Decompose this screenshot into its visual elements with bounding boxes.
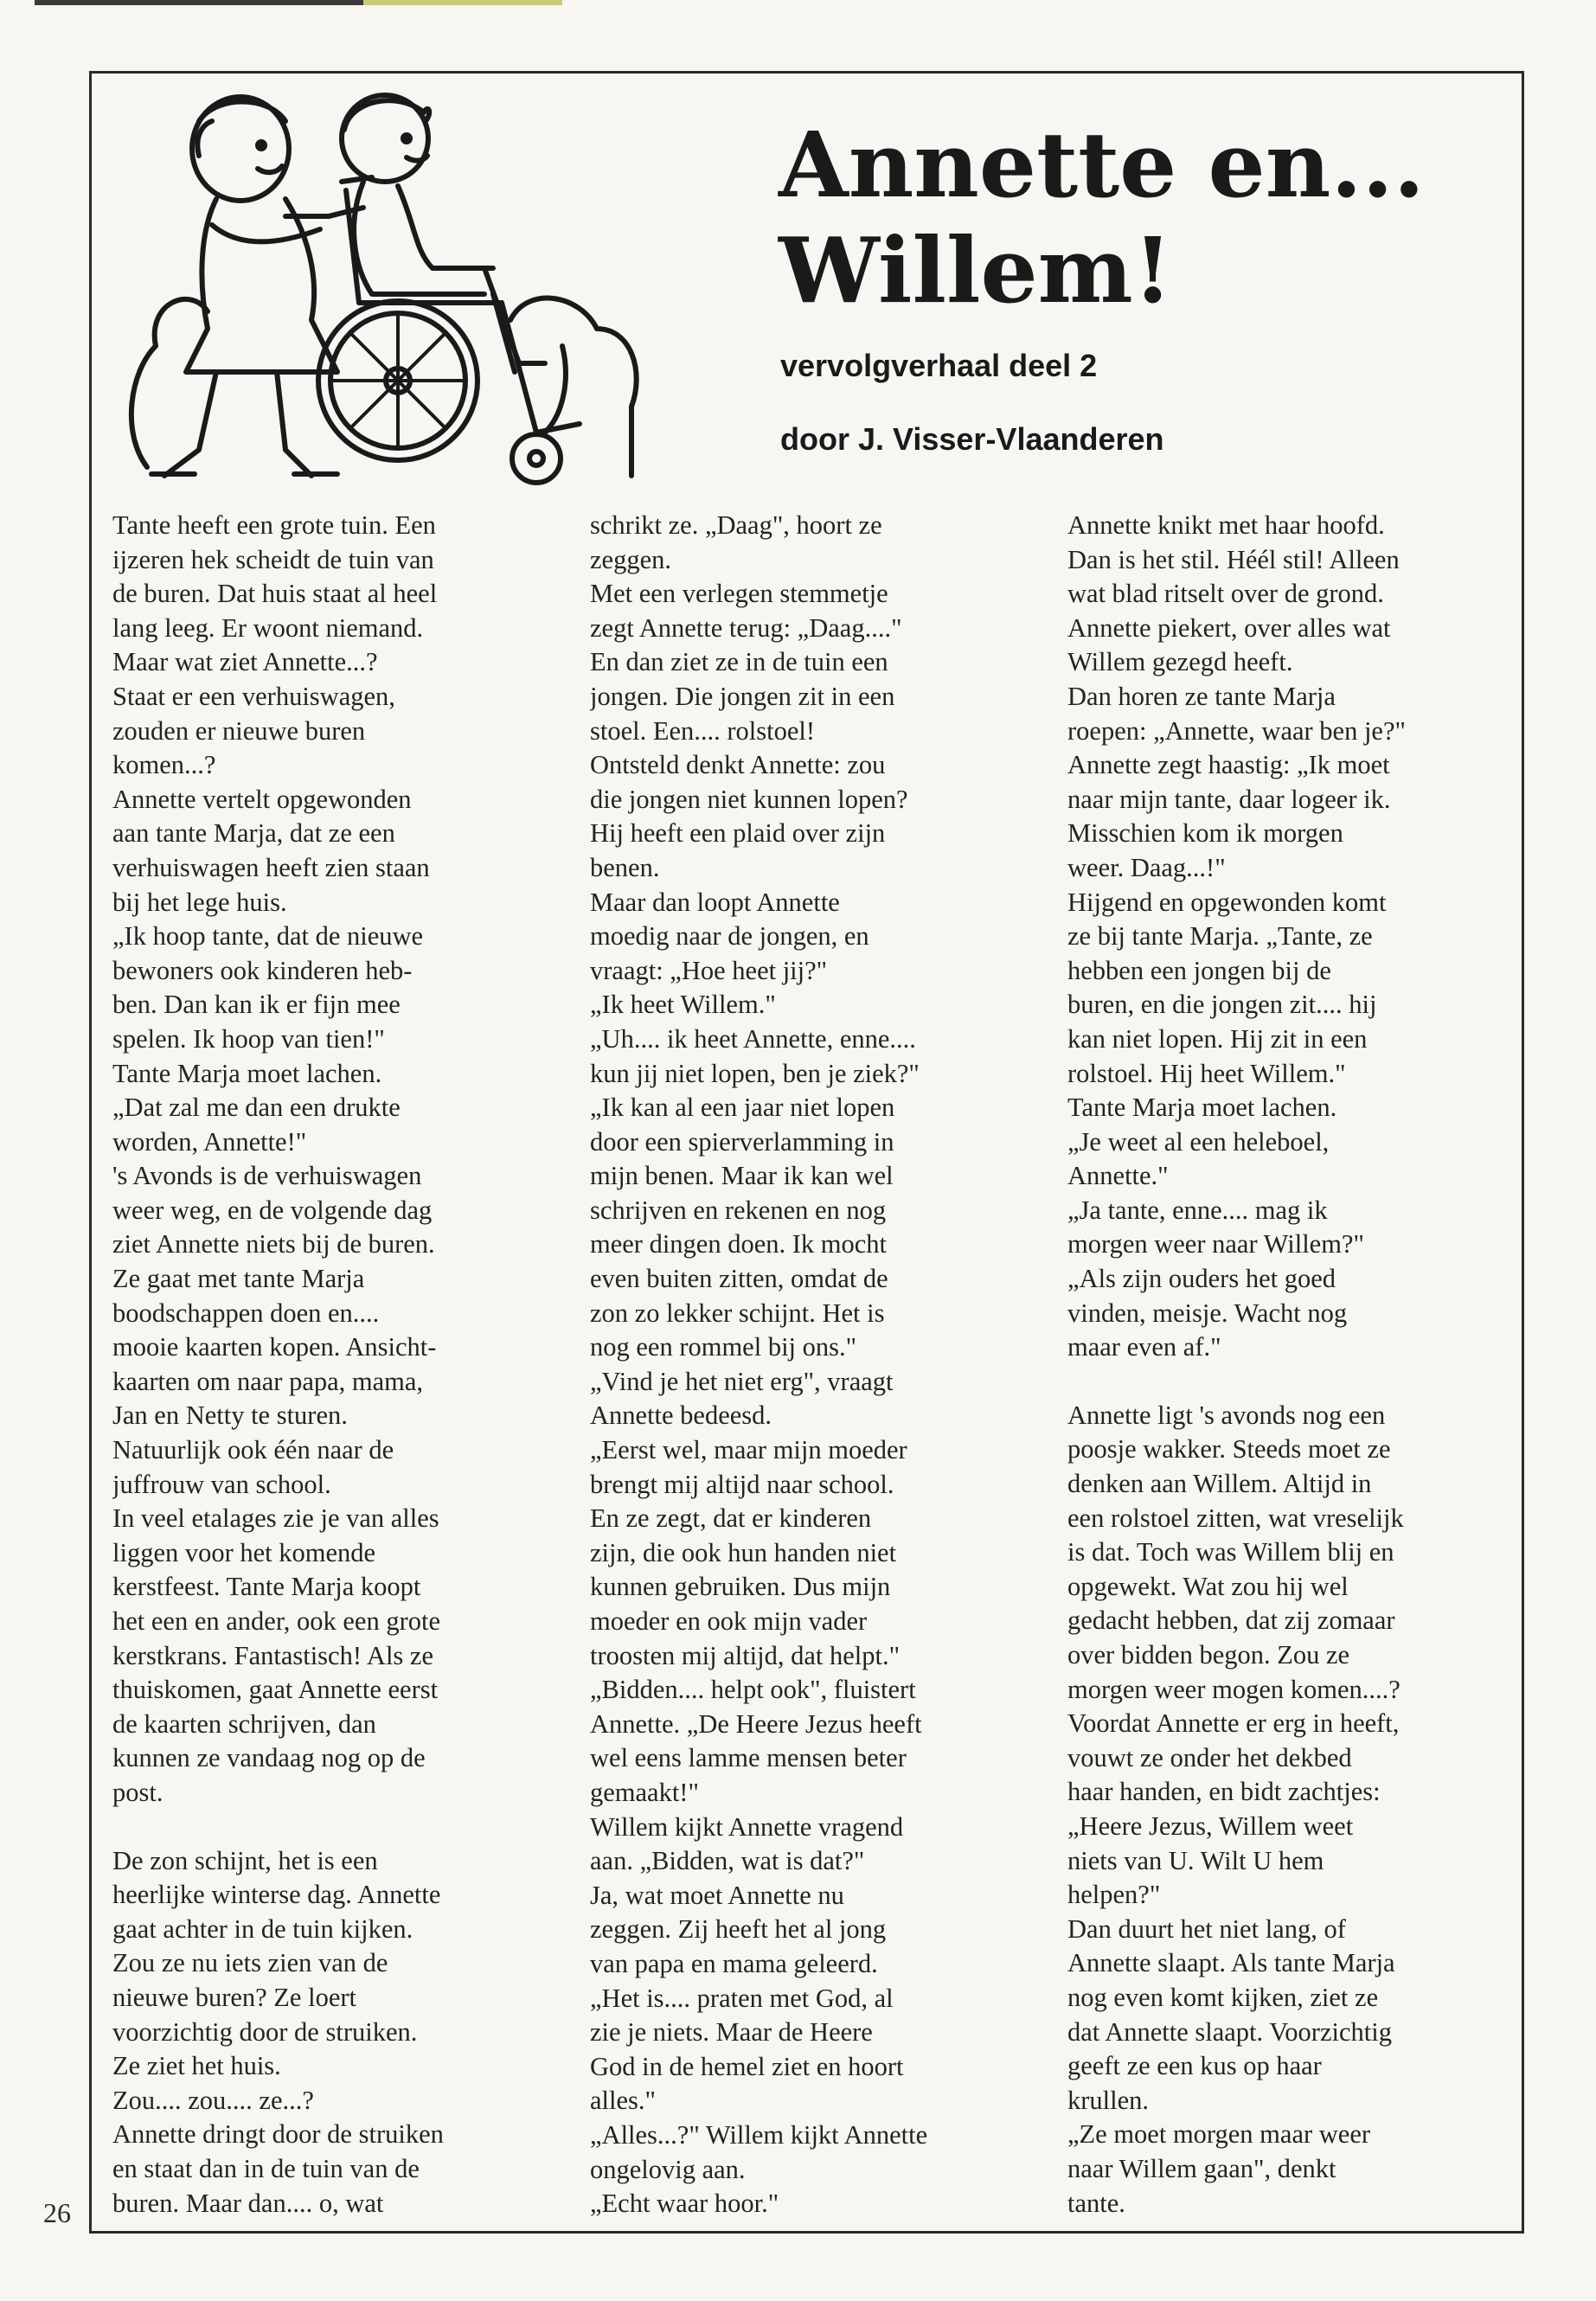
title-line-2: Willem!: [779, 217, 1173, 324]
text-line: het een en ander, ook een grote: [112, 1606, 441, 1636]
text-line: Annette zegt haastig: „Ik moet: [1067, 750, 1390, 780]
text-line: nog even komt kijken, ziet ze: [1067, 1982, 1379, 2012]
text-line: komen...?: [112, 750, 216, 780]
text-line: Natuurlijk ook één naar de: [112, 1435, 394, 1465]
text-line: geeft ze een kus op haar: [1067, 2051, 1322, 2081]
wheelchair-illustration: [112, 87, 657, 502]
text-line: Annette vertelt opgewonden: [112, 784, 412, 814]
text-line: Annette slaapt. Als tante Marja: [1067, 1948, 1395, 1978]
text-line: worden, Annette!": [112, 1126, 307, 1157]
text-line: aan. „Bidden, wat is dat?": [590, 1846, 865, 1876]
text-line: naar Willem gaan", denkt: [1067, 2153, 1336, 2183]
text-line: Hijgend en opgewonden komt: [1067, 887, 1387, 917]
text-line: kan niet lopen. Hij zit in een: [1067, 1023, 1368, 1054]
text-line: vraagt: „Hoe heet jij?": [590, 955, 828, 985]
text-line: aan tante Marja, dat ze een: [112, 818, 395, 849]
text-line: voorzichtig door de struiken.: [112, 2016, 418, 2047]
text-line: van papa en mama geleerd.: [590, 1948, 878, 1978]
text-line: moedig naar de jongen, en: [590, 921, 869, 952]
text-line: post.: [112, 1777, 163, 1807]
text-line: roepen: „Annette, waar ben je?": [1067, 715, 1406, 746]
text-line: jongen. Die jongen zit in een: [590, 681, 895, 711]
text-line: Annette ligt 's avonds nog een: [1067, 1400, 1386, 1430]
text-line: rolstoel. Hij heet Willem.": [1067, 1058, 1346, 1088]
text-column-1: [112, 509, 571, 2230]
text-line: verhuiswagen heeft zien staan: [112, 852, 430, 882]
text-line: Annette. „De Heere Jezus heeft: [590, 1708, 922, 1739]
text-line: brengt mij altijd naar school.: [590, 1469, 894, 1499]
text-line: God in de hemel ziet en hoort: [590, 2051, 904, 2081]
text-line: haar handen, en bidt zachtjes:: [1067, 1777, 1381, 1807]
text-line: „Dat zal me dan een drukte: [112, 1093, 401, 1123]
text-line: gaat achter in de tuin kijken.: [112, 1913, 413, 1944]
text-line: Zou.... zou.... ze...?: [112, 2085, 314, 2115]
text-line: „Alles...?" Willem kijkt Annette: [590, 2119, 928, 2150]
text-line: mijn benen. Maar ik kan wel: [590, 1161, 894, 1191]
text-line: alles.": [590, 2086, 656, 2116]
text-line: Voordat Annette er erg in heeft,: [1067, 1708, 1400, 1739]
text-line: morgen weer mogen komen....?: [1067, 1674, 1401, 1704]
text-line: „Ik hoop tante, dat de nieuwe: [112, 921, 424, 952]
text-column-2: [590, 509, 1048, 2230]
text-line: kunnen ze vandaag nog op de: [112, 1743, 426, 1773]
text-line: kerstkrans. Fantastisch! Als ze: [112, 1640, 434, 1670]
text-line: „Je weet al een heleboel,: [1067, 1126, 1330, 1157]
text-line: poosje wakker. Steeds moet ze: [1067, 1434, 1391, 1465]
text-line: morgen weer naar Willem?": [1067, 1229, 1364, 1259]
text-line: En dan ziet ze in de tuin een: [590, 647, 888, 677]
text-line: En ze zegt, dat er kinderen: [590, 1503, 872, 1534]
text-line: kerstfeest. Tante Marja koopt: [112, 1572, 421, 1602]
text-line: Ja, wat moet Annette nu: [590, 1880, 844, 1910]
text-line: kunnen gebruiken. Dus mijn: [590, 1572, 891, 1602]
text-line: Ontsteld denkt Annette: zou: [590, 750, 886, 780]
text-line: „Ze moet morgen maar weer: [1067, 2119, 1371, 2150]
text-line: opgewekt. Wat zou hij wel: [1067, 1571, 1349, 1601]
text-line: een rolstoel zitten, wat vreselijk: [1067, 1503, 1404, 1533]
text-line: meer dingen doen. Ik mocht: [590, 1229, 888, 1259]
text-line: denken aan Willem. Altijd in: [1067, 1469, 1372, 1499]
article-byline: door J. Visser-Vlaanderen: [780, 421, 1164, 457]
text-line: Ze ziet het huis.: [112, 2051, 281, 2081]
text-line: weer. Daag...!": [1067, 852, 1226, 882]
text-line: ongelovig aan.: [590, 2154, 746, 2184]
text-line: Dan horen ze tante Marja: [1067, 681, 1336, 711]
text-line: Annette piekert, over alles wat: [1067, 612, 1391, 643]
text-line: Maar wat ziet Annette...?: [112, 647, 378, 677]
text-line: Annette dringt door de struiken: [112, 2119, 444, 2150]
text-line: boodschappen doen en....: [112, 1298, 380, 1328]
text-line: ijzeren hek scheidt de tuin van: [112, 544, 434, 574]
text-line: buren, en die jongen zit.... hij: [1067, 990, 1377, 1020]
text-line: thuiskomen, gaat Annette eerst: [112, 1675, 439, 1705]
text-line: Tante heeft een grote tuin. Een: [112, 510, 436, 540]
text-line: benen.: [590, 852, 660, 882]
text-line: Hij heeft een plaid over zijn: [590, 818, 886, 849]
text-line: is dat. Toch was Willem blij en: [1067, 1537, 1394, 1567]
text-line: dat Annette slaapt. Voorzichtig: [1067, 2016, 1392, 2047]
text-line: zegt Annette terug: „Daag....": [590, 612, 902, 643]
text-line: Annette.": [1067, 1161, 1169, 1191]
text-line: De zon schijnt, het is een: [112, 1845, 378, 1875]
text-line: juffrouw van school.: [112, 1469, 331, 1499]
text-line: door een spierverlamming in: [590, 1126, 894, 1157]
text-line: gemaakt!": [590, 1777, 699, 1807]
text-line: schrikt ze. „Daag", hoort ze: [590, 510, 882, 540]
text-line: „Het is.... praten met God, al: [590, 1983, 894, 2013]
text-line: „Ja tante, enne.... mag ik: [1067, 1195, 1328, 1225]
text-line: maar even af.": [1067, 1332, 1221, 1362]
text-line: wat blad ritselt over de grond.: [1067, 579, 1384, 609]
text-line: tante.: [1067, 2188, 1125, 2218]
text-line: troosten mij altijd, dat helpt.": [590, 1640, 901, 1670]
text-line: naar mijn tante, daar logeer ik.: [1067, 784, 1391, 814]
text-line: krullen.: [1067, 2085, 1150, 2115]
text-line: weer weg, en de volgende dag: [112, 1195, 433, 1225]
text-line: wel eens lamme mensen beter: [590, 1743, 907, 1773]
text-line: „Ik kan al een jaar niet lopen: [590, 1093, 895, 1123]
text-line: bij het lege huis.: [112, 887, 287, 917]
text-line: Willem kijkt Annette vragend: [590, 1811, 904, 1842]
text-line: Misschien kom ik morgen: [1067, 818, 1343, 849]
text-line: de kaarten schrijven, dan: [112, 1708, 376, 1739]
text-line: mooie kaarten kopen. Ansicht-: [112, 1332, 437, 1362]
text-line: Annette bedeesd.: [590, 1400, 772, 1431]
text-line: ben. Dan kan ik er fijn mee: [112, 990, 401, 1020]
text-line: heerlijke winterse dag. Annette: [112, 1880, 441, 1910]
article-title: [779, 112, 1488, 324]
text-line: Ze gaat met tante Marja: [112, 1264, 365, 1294]
text-line: „Als zijn ouders het goed: [1067, 1264, 1336, 1294]
text-line: niets van U. Wilt U hem: [1067, 1845, 1324, 1875]
top-rule-accent: [363, 0, 562, 5]
text-line: „Eerst wel, maar mijn moeder: [590, 1435, 907, 1465]
text-line: Zou ze nu iets zien van de: [112, 1948, 388, 1978]
text-line: „Bidden.... helpt ook", fluistert: [590, 1675, 916, 1705]
article-subtitle: vervolgverhaal deel 2: [780, 348, 1098, 383]
text-line: Annette knikt met haar hoofd.: [1067, 510, 1385, 540]
text-line: ze bij tante Marja. „Tante, ze: [1067, 921, 1373, 952]
text-line: nog een rommel bij ons.": [590, 1332, 857, 1362]
text-line: Dan duurt het niet lang, of: [1067, 1913, 1346, 1944]
text-line: nieuwe buren? Ze loert: [112, 1982, 356, 2012]
text-line: die jongen niet kunnen lopen?: [590, 784, 908, 814]
text-line: zon zo lekker schijnt. Het is: [590, 1298, 885, 1328]
text-line: In veel etalages zie je van alles: [112, 1503, 439, 1534]
text-line: kun jij niet lopen, ben je ziek?": [590, 1058, 920, 1088]
text-line: 's Avonds is de verhuiswagen: [112, 1161, 422, 1191]
text-line: „Vind je het niet erg", vraagt: [590, 1366, 894, 1396]
text-line: Staat er een verhuiswagen,: [112, 681, 395, 711]
text-line: Tante Marja moet lachen.: [112, 1058, 382, 1088]
text-line: Willem gezegd heeft.: [1067, 647, 1293, 677]
text-line: zouden er nieuwe buren: [112, 715, 366, 746]
text-line: Met een verlegen stemmetje: [590, 579, 888, 609]
text-line: zijn, die ook hun handen niet: [590, 1537, 897, 1567]
text-line: moeder en ook mijn vader: [590, 1606, 868, 1636]
text-line: „Ik heet Willem.": [590, 990, 776, 1020]
text-line: hebben een jongen bij de: [1067, 955, 1331, 985]
text-line: over bidden begon. Zou ze: [1067, 1640, 1350, 1670]
page-number: 26: [43, 2197, 71, 2228]
text-line: „Heere Jezus, Willem weet: [1067, 1811, 1354, 1841]
text-line: buren. Maar dan.... o, wat: [112, 2188, 384, 2218]
text-line: „Uh.... ik heet Annette, enne....: [590, 1023, 916, 1054]
text-line: even buiten zitten, omdat de: [590, 1264, 888, 1294]
text-line: vinden, meisje. Wacht nog: [1067, 1298, 1348, 1328]
text-line: Tante Marja moet lachen.: [1067, 1093, 1337, 1123]
paragraph-break: [1067, 1365, 1526, 1399]
text-line: en staat dan in de tuin van de: [112, 2153, 420, 2183]
text-line: Jan en Netty te sturen.: [112, 1400, 348, 1431]
text-line: Maar dan loopt Annette: [590, 887, 840, 917]
text-line: bewoners ook kinderen heb-: [112, 955, 413, 985]
text-line: liggen voor het komende: [112, 1537, 376, 1567]
paragraph-break: [112, 1811, 571, 1844]
text-line: gedacht hebben, dat zij zomaar: [1067, 1606, 1395, 1636]
text-line: zeggen. Zij heeft het al jong: [590, 1914, 887, 1945]
title-line-1: Annette en...: [779, 112, 1425, 218]
text-line: schrijven en rekenen en nog: [590, 1195, 887, 1225]
text-column-3: [1067, 509, 1526, 2230]
text-line: Dan is het stil. Héél stil! Alleen: [1067, 544, 1400, 574]
text-line: ziet Annette niets bij de buren.: [112, 1229, 435, 1259]
text-line: de buren. Dat huis staat al heel: [112, 579, 438, 609]
text-line: „Echt waar hoor.": [590, 2189, 779, 2219]
text-line: zeggen.: [590, 544, 671, 574]
text-line: lang leeg. Er woont niemand.: [112, 612, 424, 643]
text-line: helpen?": [1067, 1880, 1161, 1910]
text-line: vouwt ze onder het dekbed: [1067, 1742, 1352, 1772]
text-line: spelen. Ik hoop van tien!": [112, 1023, 385, 1054]
text-line: stoel. Een.... rolstoel!: [590, 715, 816, 746]
text-line: zie je niets. Maar de Heere: [590, 2017, 873, 2048]
text-line: kaarten om naar papa, mama,: [112, 1366, 424, 1396]
